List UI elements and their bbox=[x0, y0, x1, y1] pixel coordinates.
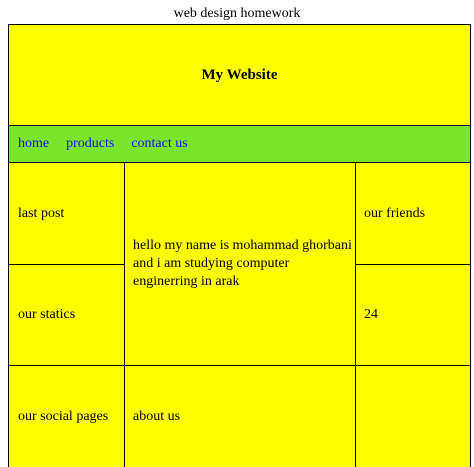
divider-right bbox=[355, 163, 356, 467]
our-friends-label: our friends bbox=[364, 205, 426, 221]
layout-table bbox=[8, 24, 471, 467]
nav-bar bbox=[9, 126, 470, 163]
site-header bbox=[9, 25, 470, 126]
cell-social-pages bbox=[18, 366, 122, 467]
intro-text: hello my name is mohammad ghorbani and i am studying computer enginerring in arak bbox=[133, 238, 352, 289]
our-statics-label: our statics bbox=[18, 307, 76, 322]
cell-intro bbox=[133, 163, 353, 365]
nav-link-home[interactable]: home bbox=[18, 136, 50, 151]
site-title: My Website bbox=[201, 66, 278, 83]
cell-empty bbox=[364, 366, 468, 467]
cell-about-us bbox=[133, 366, 353, 467]
cell-count bbox=[364, 265, 468, 365]
cell-our-statics bbox=[18, 265, 122, 365]
count-value: 24 bbox=[364, 307, 378, 322]
about-us-label: about us bbox=[133, 409, 181, 424]
last-post-label: last post bbox=[18, 205, 65, 221]
nav-link-contact-us[interactable]: contact us bbox=[131, 136, 188, 151]
divider-left bbox=[124, 163, 125, 467]
page-caption: web design homework bbox=[173, 6, 301, 21]
cell-last-post bbox=[18, 163, 122, 264]
cell-our-friends bbox=[364, 163, 468, 264]
social-pages-label: our social pages bbox=[18, 409, 109, 424]
nav-link-products[interactable]: products bbox=[66, 136, 115, 151]
